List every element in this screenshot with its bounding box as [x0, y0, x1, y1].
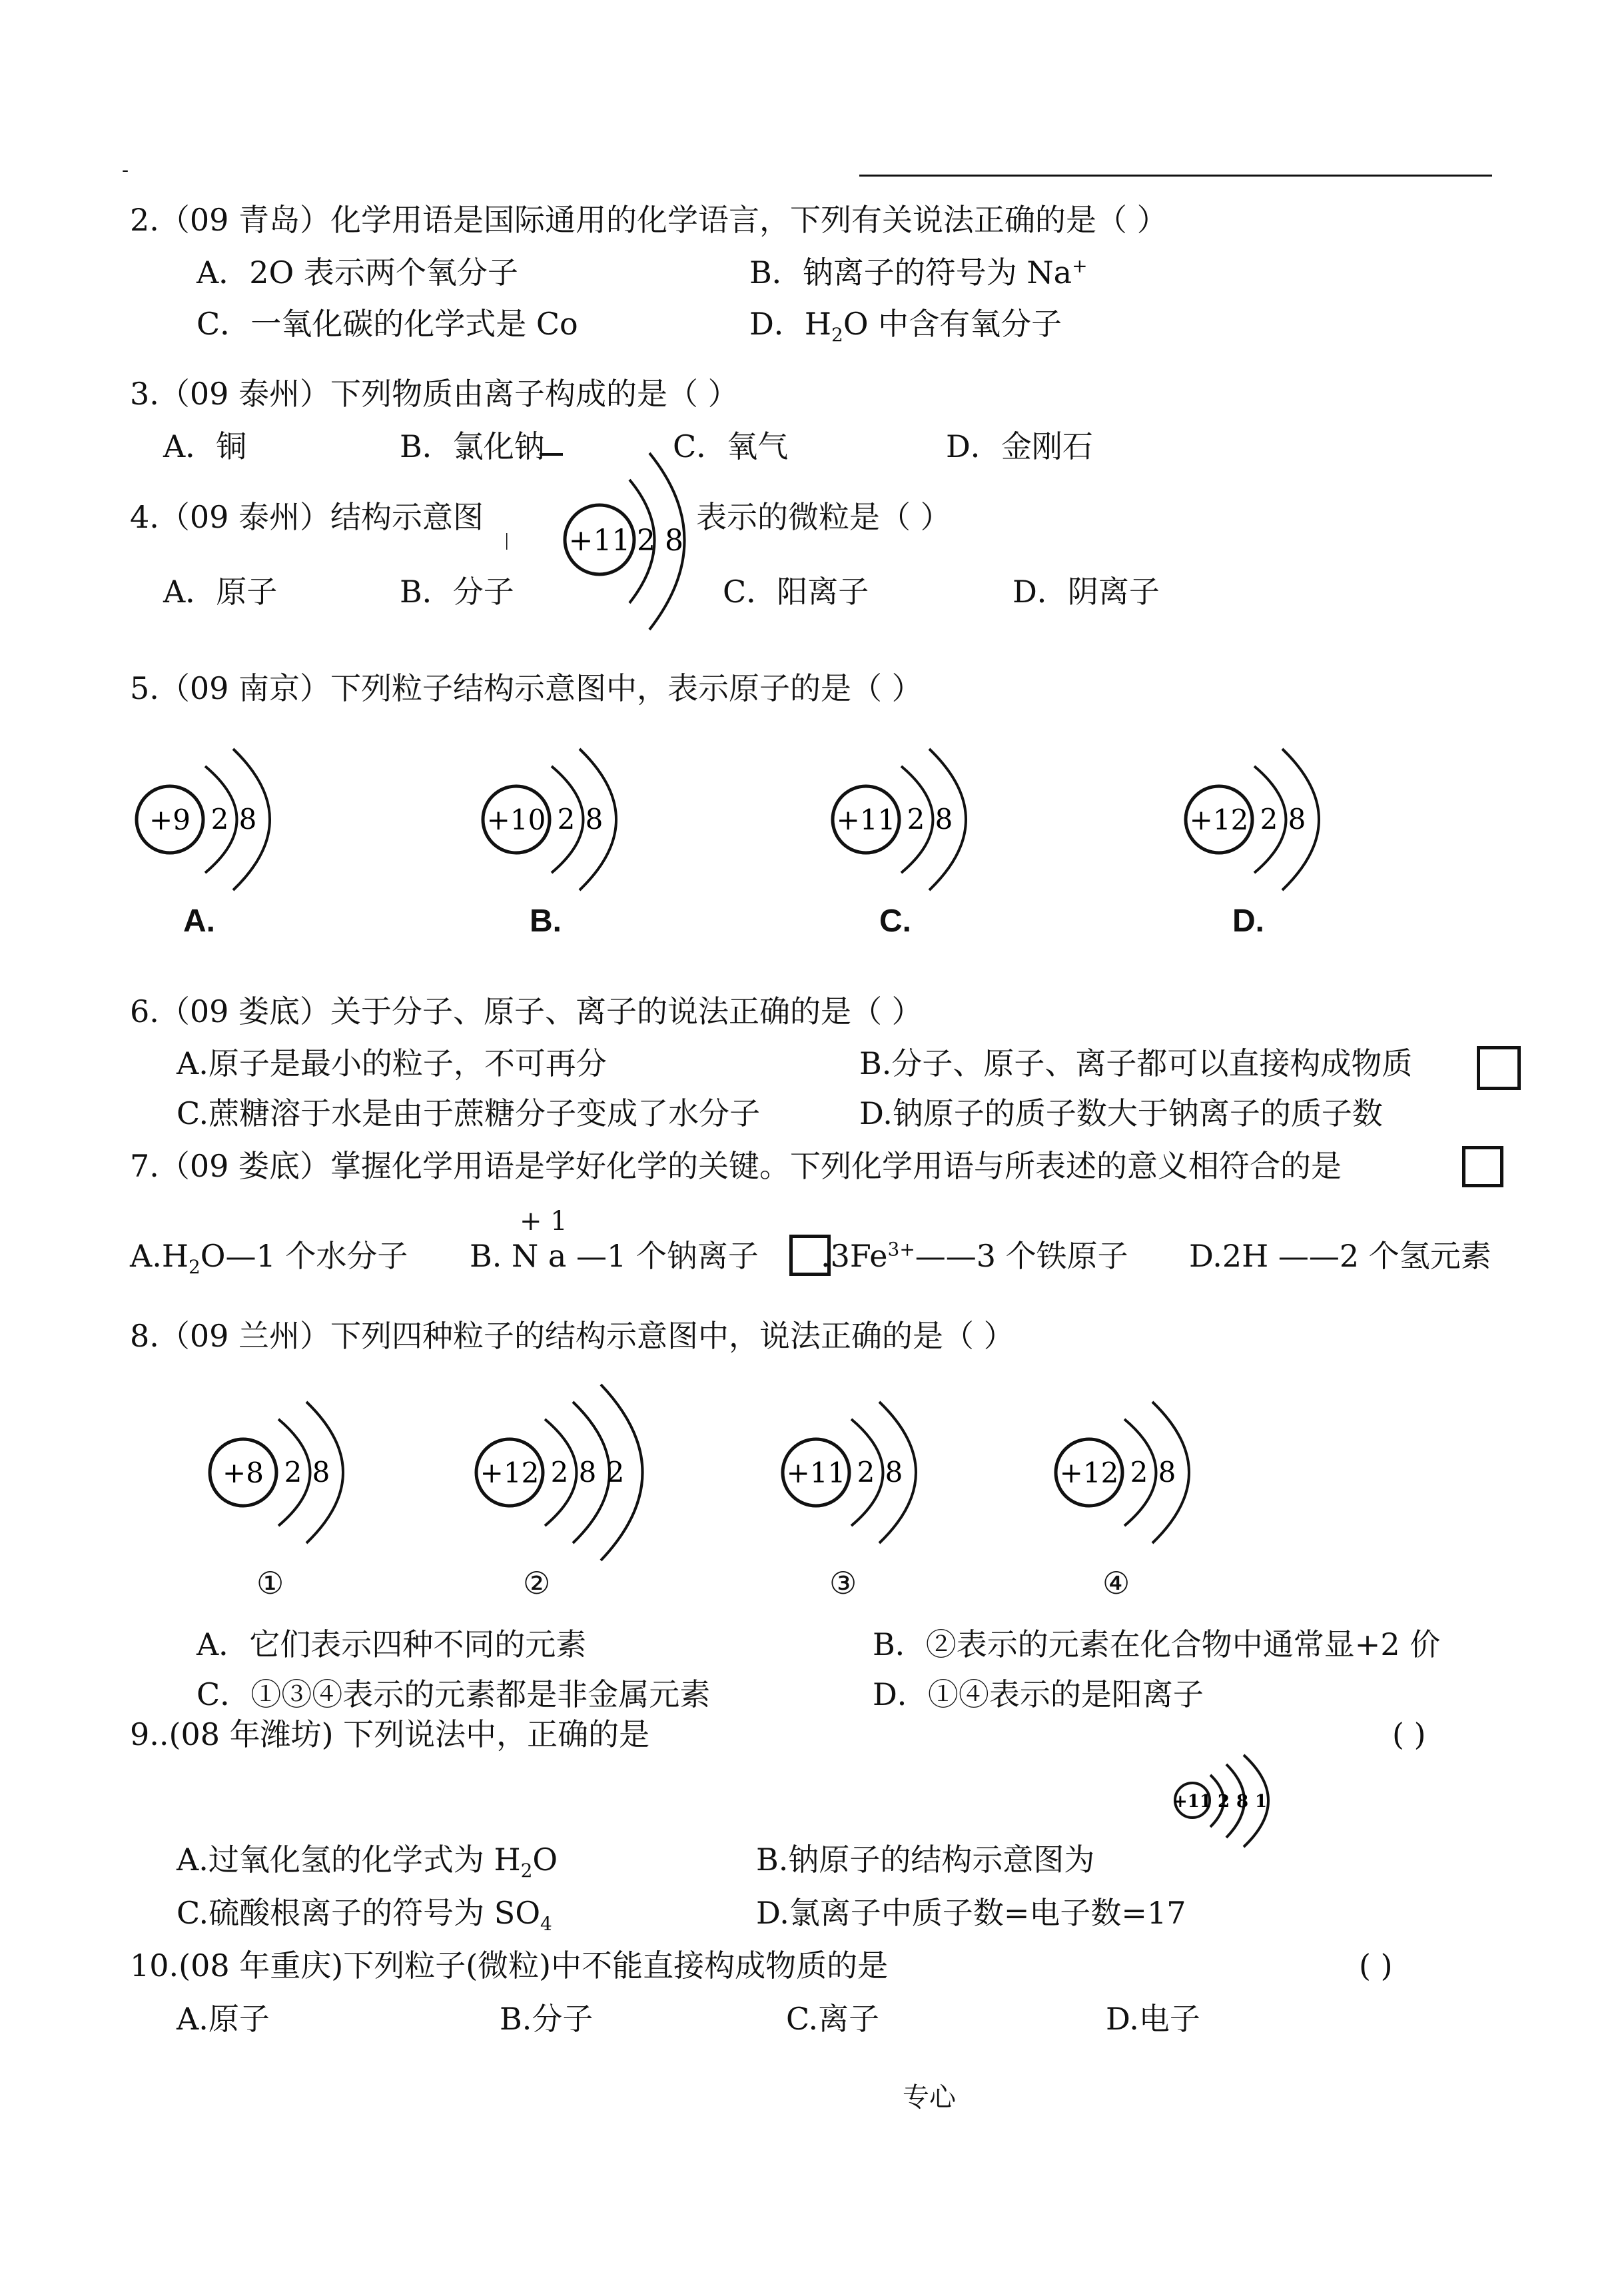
q9-option-d: D.氯离子中质子数=电子数=17	[756, 1895, 1186, 1931]
q8-stem: 8.（09 兰州）下列四种粒子的结构示意图中，说法正确的是（ ）	[130, 1318, 1014, 1354]
q7-option-a: $A.H_2O—1$ 个水分子	[130, 1238, 408, 1279]
q2-option-c: C．一氧化碳的化学式是 Co	[197, 306, 578, 342]
shell-count: 8	[312, 1456, 330, 1488]
q10-option-b: B.分子	[500, 2001, 594, 2037]
shell-count: 2	[284, 1456, 302, 1488]
q6-option-c: C.蔗糖溶于水是由于蔗糖分子变成了水分子	[177, 1095, 761, 1131]
q4-option-b: B．分子	[400, 574, 514, 610]
diagram-caption: D.	[1232, 903, 1264, 939]
q9-option-b: B.钠原子的结构示意图为	[756, 1842, 1095, 1878]
q10-stem: 10.(08 年重庆)下列粒子(微粒)中不能直接构成物质的是	[130, 1948, 889, 1984]
atom-diagram	[1169, 720, 1396, 919]
shell-count: 2	[1260, 803, 1278, 836]
q4-stem-post: 表示的微粒是（ ）	[696, 499, 951, 535]
q7-stem: 7.（09 娄底）掌握化学用语是学好化学的关键。下列化学用语与所表述的意义相符合的是	[130, 1148, 1342, 1184]
shell-count: 8	[935, 803, 953, 836]
q2-option-d: D．$H_2O$ 中含有氧分子	[749, 306, 1062, 346]
atom-diagram	[466, 720, 693, 919]
nucleus-charge: +12	[1059, 1456, 1119, 1489]
shell-count: 2	[557, 803, 576, 836]
q8-option-b: B．②表示的元素在化合物中通常显+2 价	[873, 1626, 1441, 1662]
q9-option-c: C.硫酸根离子的符号为 $SO_4$	[177, 1895, 552, 1936]
q9-stem: 9..(08 年潍坊) 下列说法中，正确的是	[130, 1716, 650, 1752]
shell-count: 1	[1254, 1792, 1268, 1812]
shell-count: 2	[857, 1456, 875, 1488]
q9-option-a: A.过氧化氢的化学式为 $H_2O$	[177, 1842, 558, 1882]
q7-option-b-valence: + 1	[520, 1206, 568, 1237]
diagram-caption: ②	[523, 1565, 551, 1601]
q2-option-a: A．2O 表示两个氧分子	[197, 255, 518, 290]
q5-stem: 5.（09 南京）下列粒子结构示意图中，表示原子的是（ ）	[130, 670, 923, 706]
nucleus-charge: +12	[1189, 804, 1249, 836]
q4-option-a: A．原子	[163, 574, 278, 610]
atom-diagram	[193, 1373, 420, 1572]
q6-option-a: A.原子是最小的粒子，不可再分	[177, 1045, 607, 1081]
q2-stem: 2.（09 青岛）化学用语是国际通用的化学语言，下列有关说法正确的是（ ）	[130, 202, 1168, 238]
q8-option-c: C．①③④表示的元素都是非金属元素	[197, 1676, 711, 1712]
q4-atom-diagram	[506, 426, 706, 640]
diagram-caption: ④	[1102, 1565, 1130, 1601]
diagram-caption: C.	[879, 903, 911, 939]
diagram-caption: B.	[530, 903, 562, 939]
q2-option-b: B．钠离子的符号为 Na+	[749, 255, 1088, 290]
q3-option-a: A．铜	[163, 428, 247, 464]
atom-diagram	[460, 1373, 686, 1572]
nucleus-charge: +9	[149, 804, 191, 836]
q6-option-d: D.钠原子的质子数大于钠离子的质子数	[859, 1095, 1383, 1131]
shell-count: 2	[907, 803, 925, 836]
atom-diagram	[766, 1373, 993, 1572]
q6-option-b: B.分子、原子、离子都可以直接构成物质	[859, 1045, 1413, 1081]
diagram-caption: ③	[829, 1565, 857, 1601]
answer-box	[1462, 1146, 1503, 1187]
shell-count: 8	[885, 1456, 903, 1488]
q10-option-c: C.离子	[786, 2001, 880, 2037]
q3-option-b: B．氯化钠	[400, 428, 545, 464]
q3-option-c: C．氧气	[673, 428, 789, 464]
q7-option-c: $.3Fe^{3+}——3$ 个铁原子	[821, 1238, 1128, 1274]
q4-option-c: C．阳离子	[723, 574, 869, 610]
diagram-caption: A.	[183, 903, 215, 939]
footer-text: 专心	[903, 2082, 956, 2113]
q8-option-a: A．它们表示四种不同的元素	[197, 1626, 587, 1662]
atom-diagram	[120, 720, 346, 919]
shell-count: 2	[210, 803, 229, 836]
shell-count: 2	[550, 1456, 569, 1488]
shell-count: 2	[606, 1456, 625, 1488]
nucleus-charge: +8	[222, 1456, 264, 1489]
atom-diagram	[1039, 1373, 1266, 1572]
diagram-caption: ①	[256, 1565, 284, 1601]
nucleus-charge: +11	[836, 804, 896, 836]
shell-count: 8	[238, 803, 257, 836]
q7-option-b: B. N a —1 个钠离子	[470, 1238, 759, 1274]
q7-option-d: D.2H ——2 个氢元素	[1189, 1238, 1491, 1274]
shell-count: 8	[1158, 1456, 1176, 1488]
answer-box	[1477, 1046, 1521, 1090]
shell-count: 2	[1130, 1456, 1148, 1488]
q3-stem: 3.（09 泰州）下列物质由离子构成的是（ ）	[130, 376, 739, 412]
shell-count: 8	[1236, 1792, 1249, 1812]
nucleus-charge: +11	[786, 1456, 846, 1489]
q8-option-d: D．①④表示的是阳离子	[873, 1676, 1204, 1712]
q4-option-d: D．阴离子	[1012, 574, 1160, 610]
q4-stem-pre: 4.（09 泰州）结构示意图	[130, 499, 484, 535]
atom-diagram	[816, 720, 1042, 919]
nucleus-charge: +12	[480, 1456, 540, 1489]
shell-count: 2	[637, 524, 655, 558]
shell-count: 8	[1288, 803, 1306, 836]
q9-small-atom-diagram	[1162, 1752, 1296, 1852]
nucleus-charge: +10	[486, 804, 546, 836]
shell-count: 8	[665, 524, 683, 558]
header-dot: -	[122, 159, 129, 182]
shell-count: 8	[578, 1456, 597, 1488]
nucleus-charge: +11	[1173, 1792, 1212, 1812]
q9-answer-paren: ( )	[1392, 1716, 1426, 1752]
q10-option-d: D.电子	[1106, 2001, 1200, 2037]
q3-option-d: D．金刚石	[946, 428, 1093, 464]
shell-count: 2	[1217, 1792, 1230, 1812]
q10-option-a: A.原子	[177, 2001, 270, 2037]
shell-count: 8	[585, 803, 604, 836]
q10-answer-paren: ( )	[1359, 1948, 1393, 1984]
nucleus-charge: +11	[568, 524, 631, 558]
q6-stem: 6.（09 娄底）关于分子、原子、离子的说法正确的是（ ）	[130, 993, 923, 1029]
header-rule	[859, 175, 1492, 177]
